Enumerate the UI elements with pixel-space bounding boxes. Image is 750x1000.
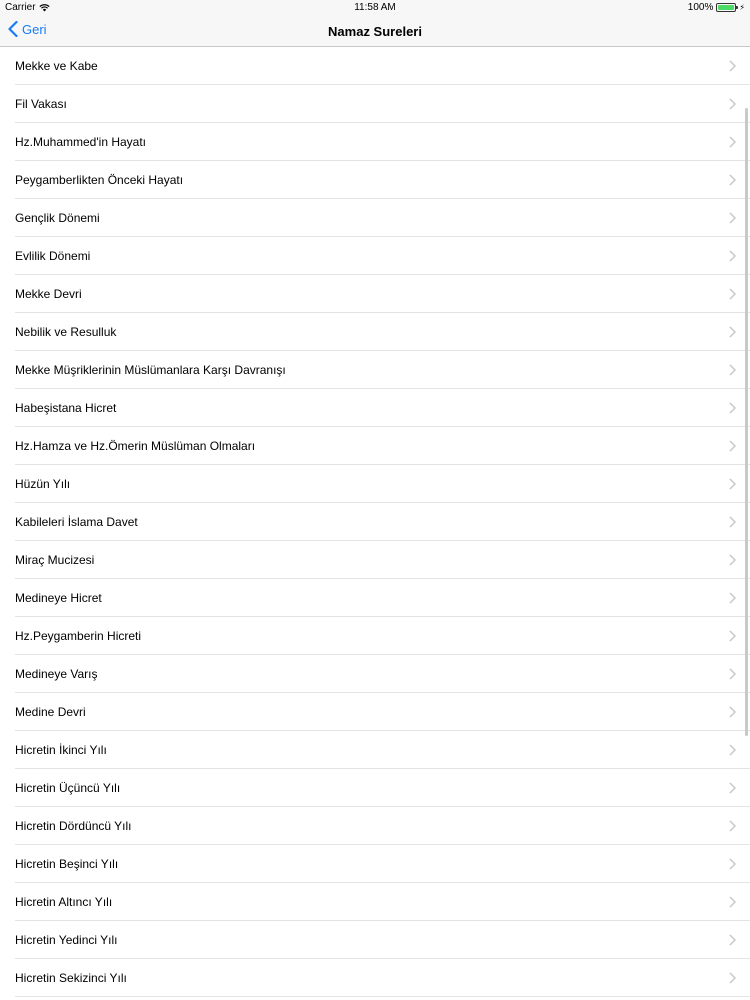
list-item-label: Peygamberlikten Önceki Hayatı bbox=[15, 173, 184, 187]
battery-percent: 100% bbox=[687, 2, 714, 13]
chevron-right-icon bbox=[729, 782, 736, 794]
list-item-label: Medineye Varış bbox=[15, 667, 98, 681]
list-item-label: Medine Devri bbox=[15, 705, 86, 719]
list-item[interactable] bbox=[0, 465, 750, 503]
list-item-label: Mekke Devri bbox=[15, 287, 82, 301]
page-title: Namaz Sureleri bbox=[328, 24, 422, 39]
list-item[interactable] bbox=[0, 845, 750, 883]
list-item[interactable] bbox=[0, 351, 750, 389]
list-item-label: Medineye Hicret bbox=[15, 591, 102, 605]
list-item[interactable] bbox=[0, 85, 750, 123]
list-item[interactable] bbox=[0, 959, 750, 997]
list-item-label: Hicretin Dördüncü Yılı bbox=[15, 819, 132, 833]
charging-icon: ⚡ bbox=[739, 3, 745, 12]
list-item[interactable] bbox=[0, 275, 750, 313]
list-item[interactable] bbox=[0, 427, 750, 465]
list-item[interactable] bbox=[0, 579, 750, 617]
list-item[interactable] bbox=[0, 693, 750, 731]
list-item-label: Hicretin Üçüncü Yılı bbox=[15, 781, 121, 795]
list-item[interactable] bbox=[0, 389, 750, 427]
chevron-right-icon bbox=[729, 440, 736, 452]
chevron-right-icon bbox=[729, 478, 736, 490]
list-item[interactable] bbox=[0, 617, 750, 655]
list-item[interactable] bbox=[0, 731, 750, 769]
chevron-right-icon bbox=[729, 820, 736, 832]
list-item-label: Miraç Mucizesi bbox=[15, 553, 95, 567]
list-item[interactable] bbox=[0, 237, 750, 275]
list-item-label: Evlilik Dönemi bbox=[15, 249, 91, 263]
chevron-right-icon bbox=[729, 364, 736, 376]
list-item[interactable] bbox=[0, 541, 750, 579]
list-item-label: Hicretin İkinci Yılı bbox=[15, 743, 107, 757]
list-item-label: Hz.Muhammed'in Hayatı bbox=[15, 135, 147, 149]
list-item-label: Nebilik ve Resulluk bbox=[15, 325, 117, 339]
list-item[interactable] bbox=[0, 921, 750, 959]
list-item-label: Habeşistana Hicret bbox=[15, 401, 117, 415]
chevron-right-icon bbox=[729, 250, 736, 262]
list-item[interactable] bbox=[0, 199, 750, 237]
chevron-right-icon bbox=[729, 174, 736, 186]
topic-list bbox=[0, 47, 750, 997]
chevron-right-icon bbox=[729, 744, 736, 756]
status-bar bbox=[0, 0, 750, 16]
chevron-right-icon bbox=[729, 98, 736, 110]
list-item-label: Mekke ve Kabe bbox=[15, 59, 98, 73]
list-item-label: Hz.Peygamberin Hicreti bbox=[15, 629, 142, 643]
chevron-right-icon bbox=[729, 896, 736, 908]
chevron-right-icon bbox=[729, 136, 736, 148]
chevron-right-icon bbox=[729, 288, 736, 300]
list-item-label: Gençlik Dönemi bbox=[15, 211, 100, 225]
list-item-label: Hicretin Yedinci Yılı bbox=[15, 933, 118, 947]
chevron-right-icon bbox=[729, 630, 736, 642]
list-item[interactable] bbox=[0, 883, 750, 921]
chevron-right-icon bbox=[729, 934, 736, 946]
list-item[interactable] bbox=[0, 47, 750, 85]
chevron-right-icon bbox=[729, 554, 736, 566]
chevron-right-icon bbox=[729, 212, 736, 224]
list-item[interactable] bbox=[0, 807, 750, 845]
chevron-right-icon bbox=[729, 972, 736, 984]
list-item-label: Kabileleri İslama Davet bbox=[15, 515, 138, 529]
list-item[interactable] bbox=[0, 655, 750, 693]
status-time: 11:58 AM bbox=[354, 2, 396, 13]
list-item-label: Hz.Hamza ve Hz.Ömerin Müslüman Olmaları bbox=[15, 439, 256, 453]
chevron-right-icon bbox=[729, 60, 736, 72]
list-item-label: Hicretin Sekizinci Yılı bbox=[15, 971, 127, 985]
carrier-label: Carrier bbox=[5, 2, 36, 13]
list-item-label: Hüzün Yılı bbox=[15, 477, 71, 491]
chevron-right-icon bbox=[729, 592, 736, 604]
back-button-label: Geri bbox=[22, 21, 47, 37]
chevron-right-icon bbox=[729, 858, 736, 870]
list-item-label: Hicretin Altıncı Yılı bbox=[15, 895, 113, 909]
list-item[interactable] bbox=[0, 769, 750, 807]
chevron-right-icon bbox=[729, 668, 736, 680]
chevron-right-icon bbox=[729, 516, 736, 528]
chevron-right-icon bbox=[729, 402, 736, 414]
list-item-label: Hicretin Beşinci Yılı bbox=[15, 857, 119, 871]
list-item[interactable] bbox=[0, 313, 750, 351]
list-item-label: Fil Vakası bbox=[15, 97, 67, 111]
list-item-label: Mekke Müşriklerinin Müslümanlara Karşı Davranışı bbox=[15, 363, 286, 377]
scrollbar[interactable] bbox=[745, 108, 748, 736]
list-item[interactable] bbox=[0, 123, 750, 161]
battery-status bbox=[688, 2, 745, 13]
list-item[interactable] bbox=[0, 161, 750, 199]
battery-icon bbox=[716, 3, 736, 12]
navigation-bar bbox=[0, 16, 750, 47]
chevron-right-icon bbox=[729, 326, 736, 338]
list-item[interactable] bbox=[0, 503, 750, 541]
chevron-right-icon bbox=[729, 706, 736, 718]
